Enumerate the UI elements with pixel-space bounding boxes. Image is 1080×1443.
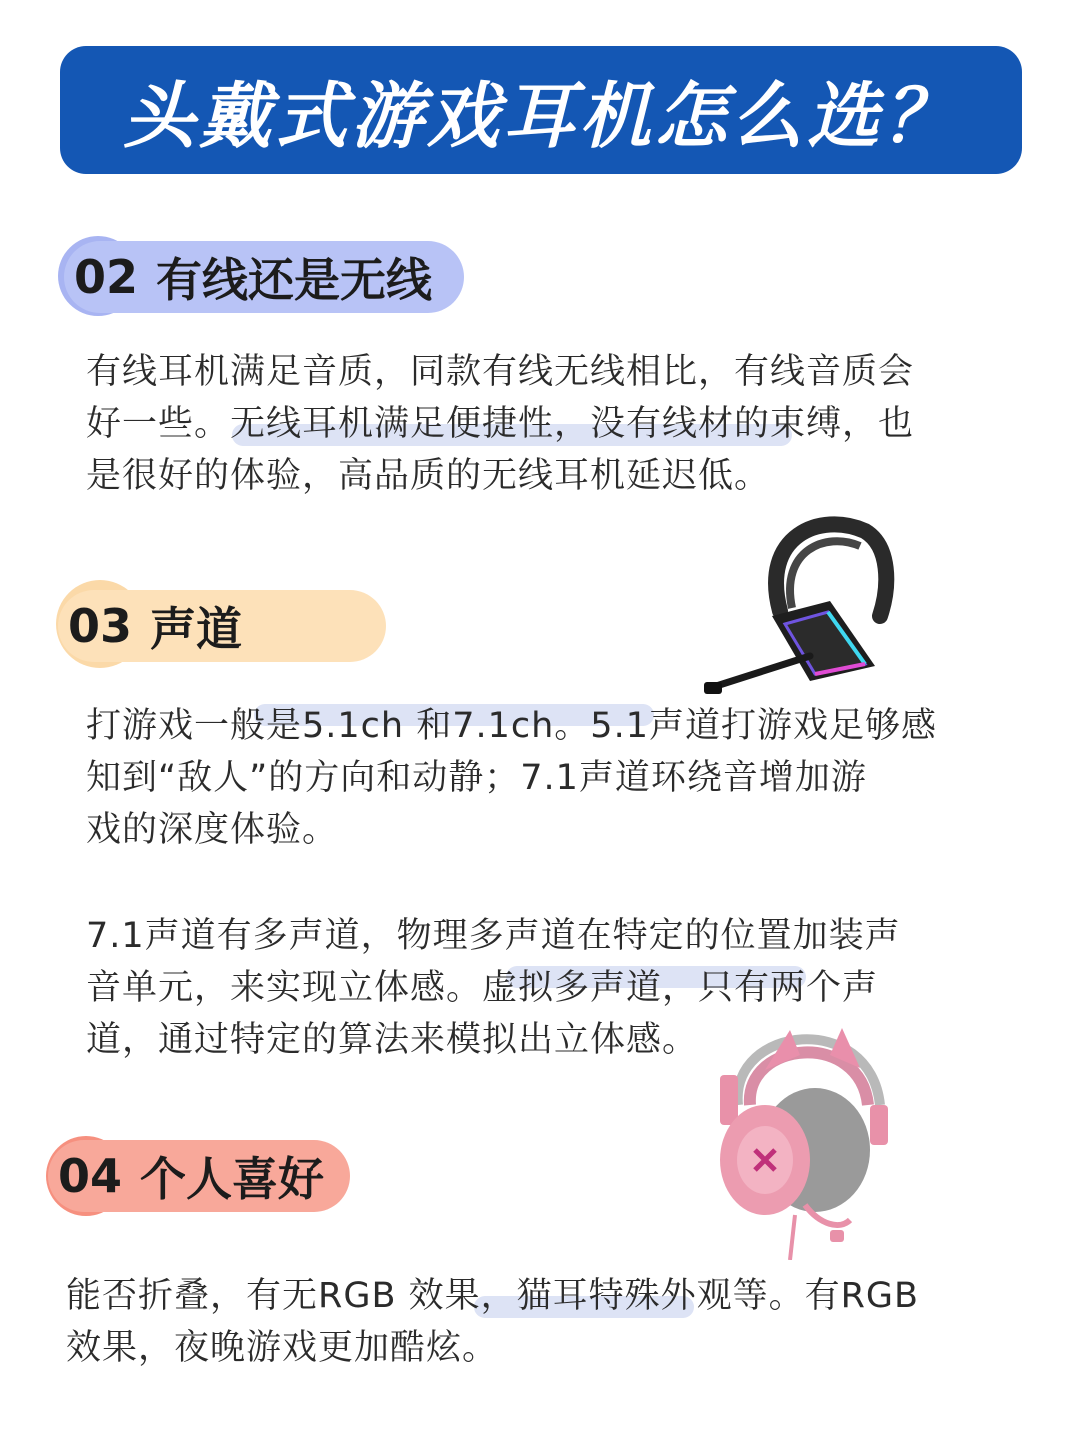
text-line: 7.1声道有多声道，物理多声道在特定的位置加装声 <box>86 916 901 956</box>
title-banner <box>60 46 1022 174</box>
text-line: 好一些。无线耳机满足便捷性，没有线材的束缚，也 <box>86 404 915 444</box>
section-number: 04 <box>58 1149 123 1203</box>
text-line: 效果，夜晚游戏更加酷炫。 <box>66 1328 499 1368</box>
section-02-body <box>86 346 914 502</box>
section-heading-02 <box>64 241 464 313</box>
text-line: 是很好的体验，高品质的无线耳机延迟低。 <box>86 456 771 496</box>
pink-headset-image <box>710 1010 900 1260</box>
section-04-body <box>66 1270 919 1374</box>
text-line: 有线耳机满足音质，同款有线无线相比，有线音质会 <box>86 352 915 392</box>
section-number: 03 <box>68 599 133 653</box>
section-number: 02 <box>74 250 139 304</box>
page-title: 头戴式游戏耳机怎么选？ <box>122 74 959 158</box>
section-title: 有线还是无线 <box>156 253 433 307</box>
section-03-body <box>86 700 937 856</box>
text-line: 戏的深度体验。 <box>86 810 339 850</box>
text-line: 音单元，来实现立体感。虚拟多声道，只有两个声 <box>86 968 879 1008</box>
section-title: 声道 <box>150 602 243 656</box>
section-heading-04 <box>48 1140 350 1212</box>
text-line: 知到“敌人”的方向和动静；7.1声道环绕音增加游 <box>86 758 867 798</box>
text-line: 能否折叠，有无RGB 效果，猫耳特殊外观等。有RGB <box>66 1276 920 1316</box>
text-line: 道，通过特定的算法来模拟出立体感。 <box>86 1020 699 1060</box>
black-headset-image <box>700 516 900 701</box>
section-heading-03 <box>58 590 386 662</box>
text-line: 打游戏一般是5.1ch 和7.1ch。5.1声道打游戏足够感 <box>86 706 937 746</box>
section-title: 个人喜好 <box>140 1152 325 1206</box>
